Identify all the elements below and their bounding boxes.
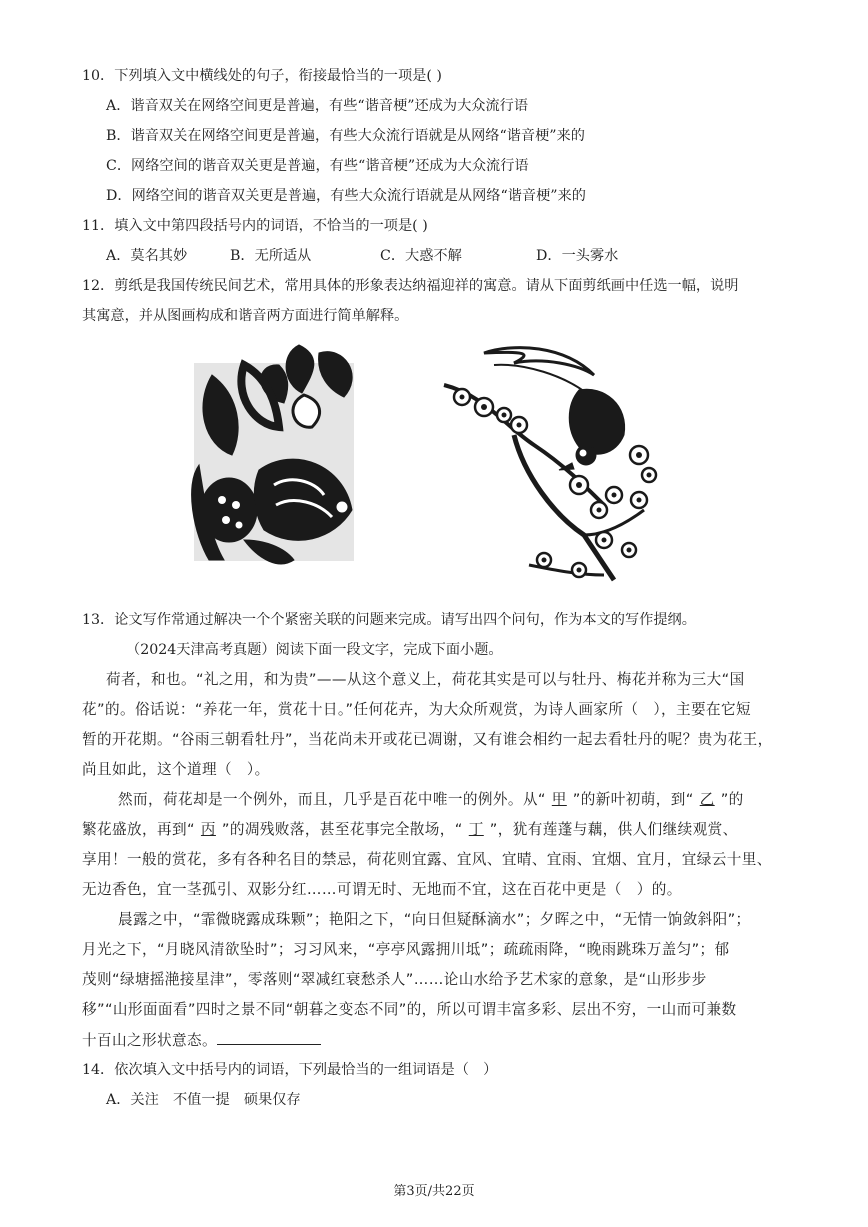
q11-option-a: A．莫名其妙 — [106, 248, 188, 264]
blank-yi: 乙 — [699, 791, 715, 808]
p2-text-segment: ”的凋残败落，甚至花事完全散场，“ — [221, 821, 463, 838]
passage-p3-line3: 茂则“绿塘摇滟接星津”，零落则“翠减红衰愁杀人”……论山水给予艺术家的意象，是“山形步步 — [82, 971, 707, 988]
blank-bing: 丙 — [200, 821, 216, 838]
q11-stem: 11．填入文中第四段括号内的词语，不恰当的一项是( ) — [82, 218, 428, 234]
q10-option-b: B．谐音双关在网络空间更是普遍，有些大众流行语就是从网络“谐音梗”来的 — [106, 128, 585, 144]
passage-p1-line2: 花”的。俗话说：“养花一年，赏花十日。”任何花卉，为大众所观赏，为诗人画家所（ ），主要在它短 — [82, 701, 752, 718]
q11-options — [106, 246, 618, 266]
p3-text-segment: 十百山之形状意态。 — [82, 1032, 217, 1049]
q11-option-c: C．大惑不解 — [380, 248, 462, 264]
passage-p3-line4: 移”“山形面面看”四时之景不同“朝暮之变态不同”的，所以可谓丰富多彩、层出不穷，一山而可兼数 — [82, 1001, 737, 1018]
blank-jia: 甲 — [551, 791, 567, 808]
p2-text-segment: 繁花盛放，再到“ — [82, 821, 195, 838]
passage-p1-line1: 荷者，和也。“礼之用，和为贵”——从这个意义上，荷花其实是可以与牡丹、梅花并称为三大“国 — [106, 671, 745, 688]
q14-stem: 14．依次填入文中括号内的词语，下列最恰当的一组词语是（ ） — [82, 1062, 498, 1078]
papercut-bird-plum-image — [444, 348, 656, 580]
p2-text-segment: ”，犹有莲蓬与藕，供人们继续观赏、 — [489, 821, 738, 838]
q10-option-d: D．网络空间的谐音双关更是普遍，有些大众流行语就是从网络“谐音梗”来的 — [106, 188, 586, 204]
passage-p1-line3: 暂的开花期。“谷雨三朝看牡丹”，当花尚未开或花已凋谢，又有谁会相约一起去看牡丹的呢？贵为花王， — [82, 731, 773, 748]
q10-option-c: C．网络空间的谐音双关更是普遍，有些“谐音梗”还成为大众流行语 — [106, 158, 529, 174]
q12-stem-line1: 12．剪纸是我国传统民间艺术，常用具体的形象表达纳福迎祥的寓意。请从下面剪纸画中任选一幅，说明 — [82, 278, 739, 294]
passage-p2-line4: 无边香色，宜一茎孤引、双影分红……可谓无时、无地而不宜，这在百花中更是（ ）的。 — [82, 881, 682, 898]
page-footer: 第3页/共22页 — [393, 1184, 475, 1199]
q10-option-a: A．谐音双关在网络空间更是普遍，有些“谐音梗”还成为大众流行语 — [106, 98, 529, 114]
passage-p2-line3: 享用！一般的赏花，多有各种名目的禁忌，荷花则宜露、宜风、宜晴、宜雨、宜烟、宜月，宜绿云十里、 — [82, 851, 772, 868]
p2-text-segment: ”的新叶初萌，到“ — [572, 791, 694, 808]
passage-p3-line2: 月光之下，“月晓风清欲坠时”；习习风来，“亭亭风露拥川坻”；疏疏雨降，“晚雨跳珠万盖匀”；郁 — [82, 941, 730, 958]
q13-stem: 13．论文写作常通过解决一个个紧密关联的问题来完成。请写出四个问句，作为本文的写作提纲。 — [82, 612, 696, 628]
q11-option-d: D．一头雾水 — [536, 248, 619, 264]
passage-p3-line1: 晨露之中，“霏微晓露成珠颗”；艳阳之下，“向日但疑酥滴水”；夕晖之中，“无情一饷敛斜阳”； — [118, 911, 751, 928]
q10-stem: 10．下列填入文中横线处的句子，衔接最恰当的一项是( ) — [82, 68, 442, 84]
answer-blank — [217, 1030, 321, 1045]
p2-text-segment: ”的 — [720, 791, 744, 808]
passage-p1-line4: 尚且如此，这个道理（ ）。 — [82, 761, 270, 778]
papercut-lotus-carp-image — [192, 345, 354, 564]
passage-intro: （2024天津高考真题）阅读下面一段文字，完成下面小题。 — [126, 642, 503, 658]
q12-stem-line2: 其寓意，并从图画构成和谐音两方面进行简单解释。 — [82, 308, 409, 324]
blank-ding: 丁 — [468, 821, 484, 838]
passage-p3-line5 — [82, 1030, 321, 1051]
passage-p2-line2 — [82, 820, 738, 840]
q14-option-a: A．关注 不值一提 硕果仅存 — [106, 1092, 301, 1108]
q11-option-b: B．无所适从 — [230, 248, 312, 264]
passage-p2-line1 — [118, 790, 744, 810]
p2-text-segment: 然而，荷花却是一个例外，而且，几乎是百花中唯一的例外。从“ — [118, 791, 546, 808]
papercut-figures — [184, 335, 684, 593]
